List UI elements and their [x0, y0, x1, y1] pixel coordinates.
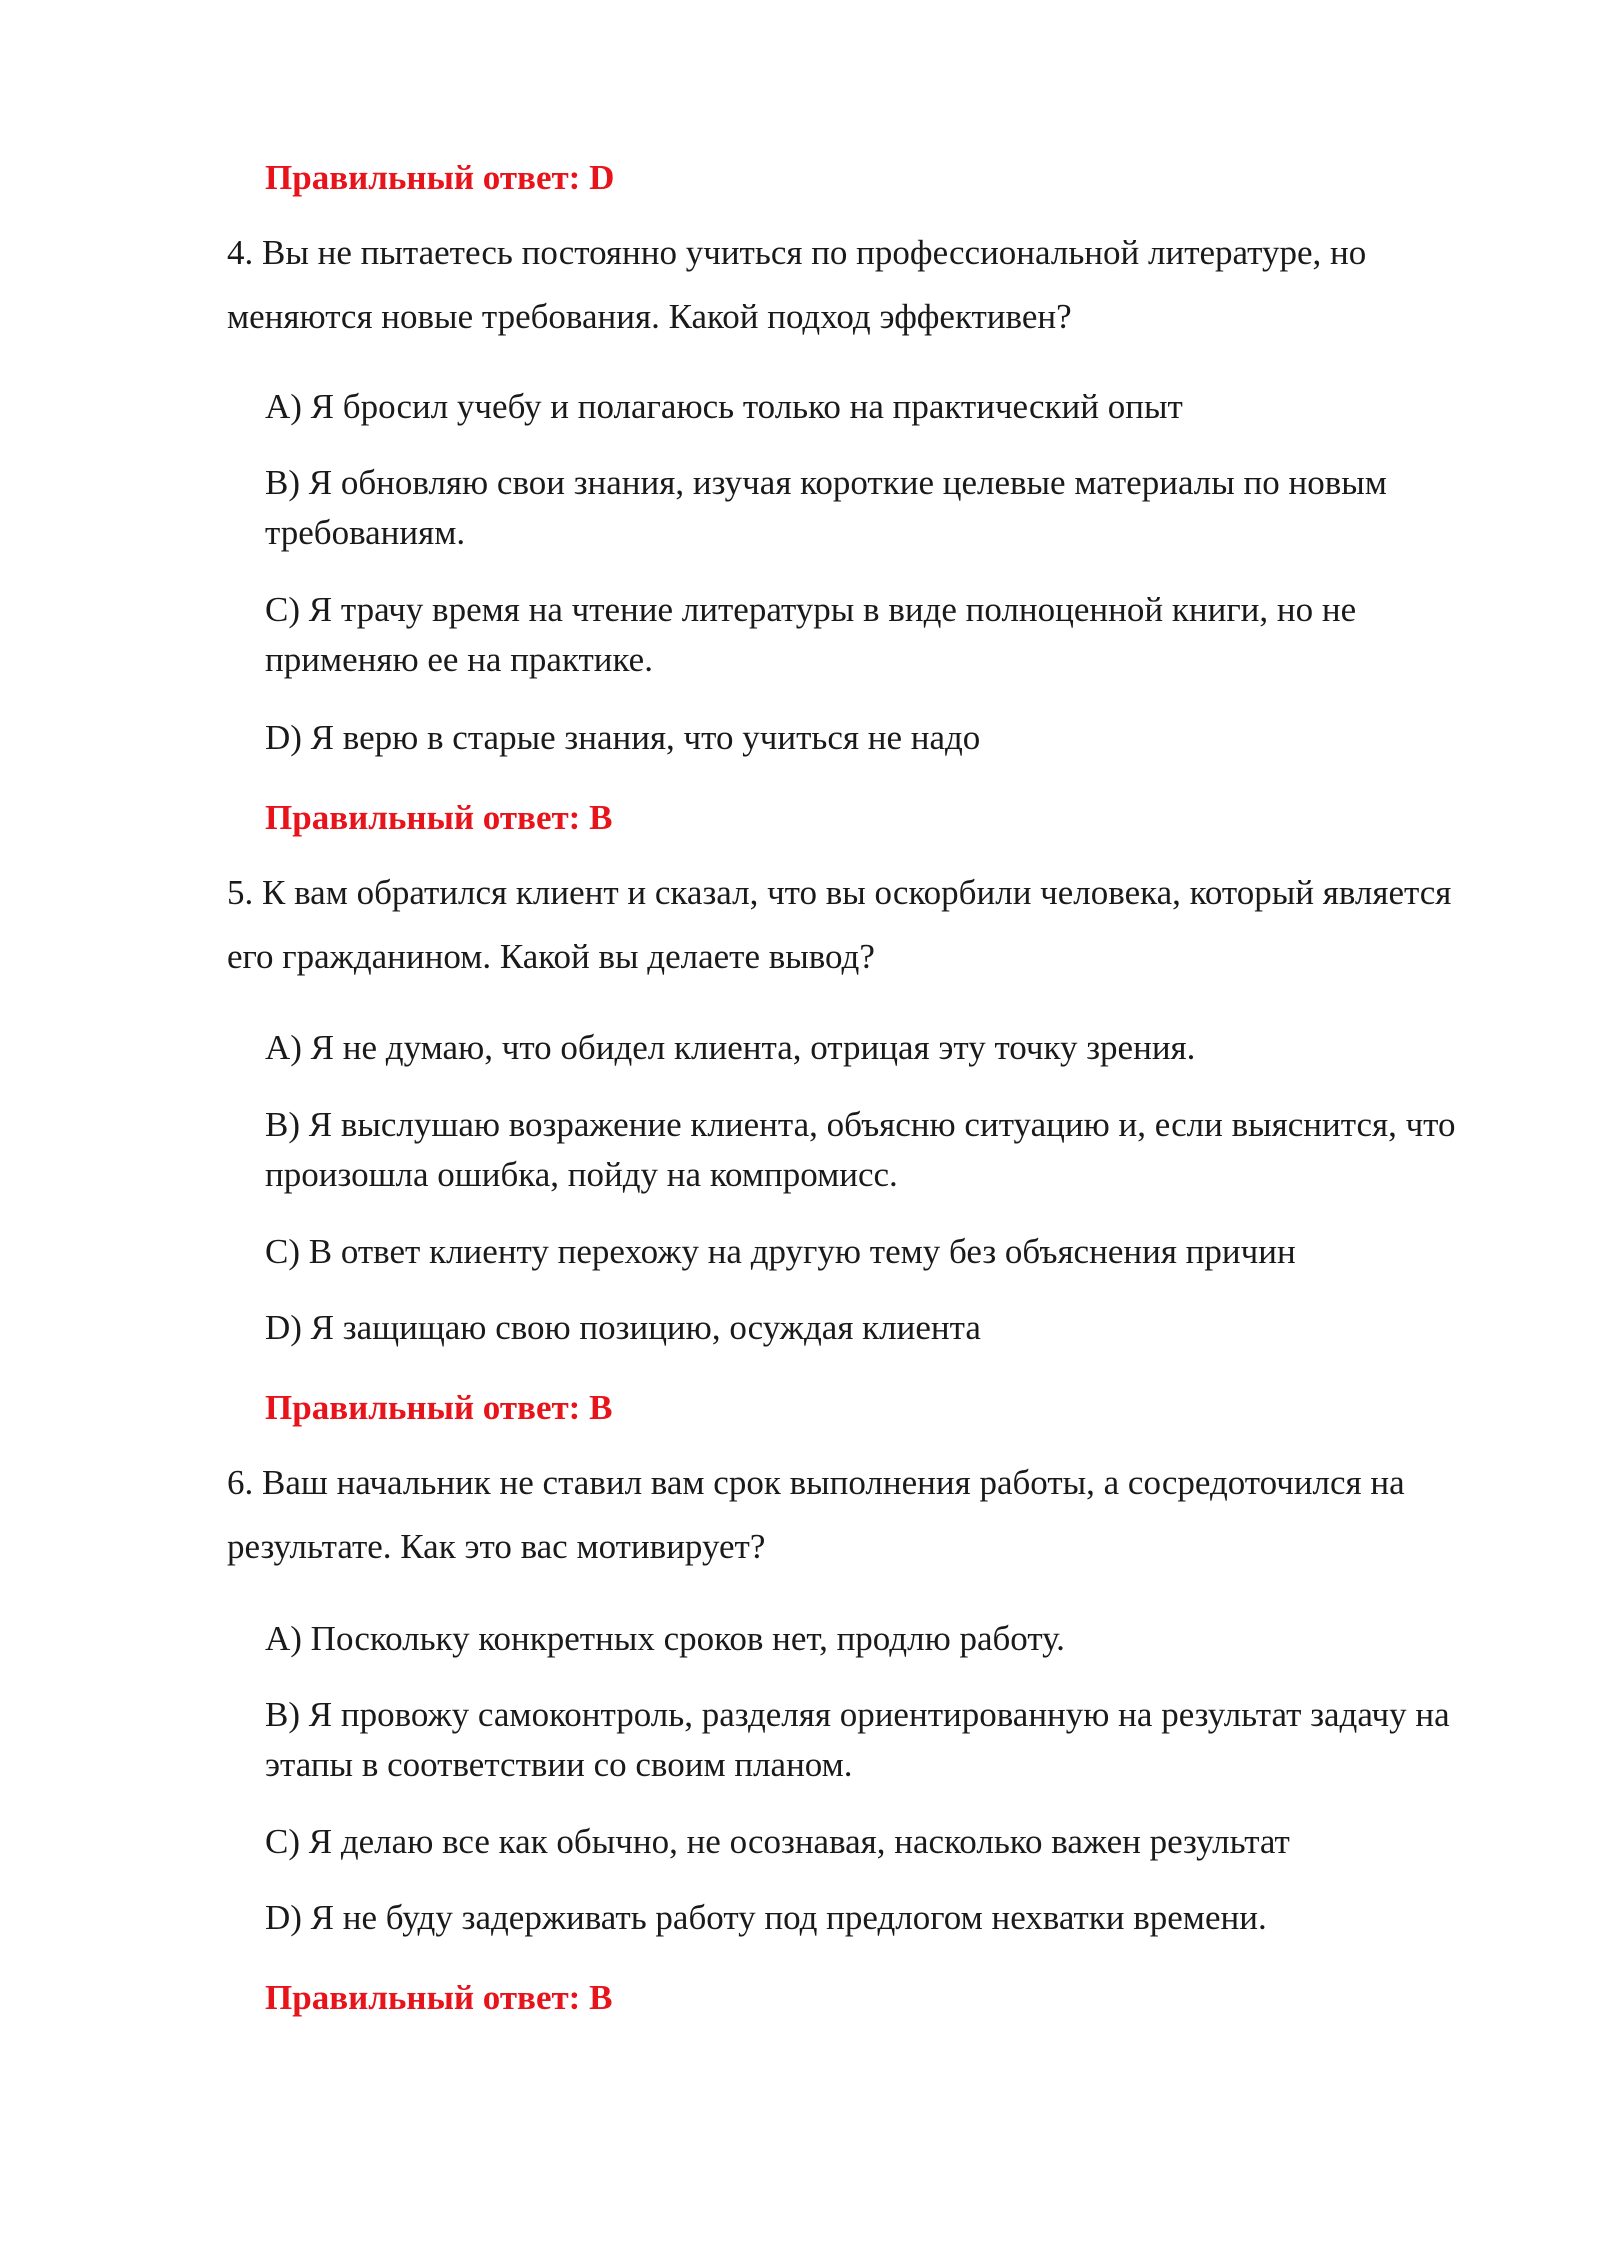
- question-6-option-b: B) Я провожу самоконтроль, разделяя ориентированную на результат задачу на этапы в соответствии со своим планом.: [265, 1695, 1450, 1784]
- correct-answer-3: Правильный ответ: D: [265, 158, 615, 197]
- question-4-option-c: C) Я трачу время на чтение литературы в виде полноценной книги, но не применяю ее на практике.: [265, 590, 1357, 679]
- question-6-option-c: C) Я делаю все как обычно, не осознавая, насколько важен результат: [265, 1822, 1290, 1861]
- question-5-option-b: B) Я выслушаю возражение клиента, объясню ситуацию и, если выяснится, что произошла ошибка, пойду на компромисс.: [265, 1105, 1456, 1194]
- question-6-option-a: A) Поскольку конкретных сроков нет, продлю работу.: [265, 1619, 1065, 1658]
- question-5-option-c: C) В ответ клиенту перехожу на другую тему без объяснения причин: [265, 1232, 1296, 1271]
- correct-answer-6: Правильный ответ: B: [265, 1978, 613, 2017]
- correct-answer-4: Правильный ответ: B: [265, 798, 613, 837]
- question-4: 4. Вы не пытаетесь постоянно учиться по профессиональной литературе, но меняются новые требования. Какой подход эффективен?: [227, 233, 1367, 336]
- question-6: 6. Ваш начальник не ставил вам срок выполнения работы, а сосредоточился на результате. Как это вас мотивирует?: [227, 1463, 1405, 1566]
- question-5: 5. К вам обратился клиент и сказал, что вы оскорбили человека, который является его гражданином. Какой вы делаете вывод?: [227, 873, 1452, 976]
- correct-answer-5: Правильный ответ: B: [265, 1388, 613, 1427]
- question-6-option-d: D) Я не буду задерживать работу под предлогом нехватки времени.: [265, 1898, 1267, 1937]
- question-5-option-a: A) Я не думаю, что обидел клиента, отрицая эту точку зрения.: [265, 1028, 1196, 1067]
- question-5-option-d: D) Я защищаю свою позицию, осуждая клиента: [265, 1308, 981, 1347]
- question-4-option-b: B) Я обновляю свои знания, изучая короткие целевые материалы по новым требованиям.: [265, 463, 1387, 552]
- question-4-option-a: A) Я бросил учебу и полагаюсь только на практический опыт: [265, 387, 1183, 426]
- question-4-option-d: D) Я верю в старые знания, что учиться не надо: [265, 718, 981, 757]
